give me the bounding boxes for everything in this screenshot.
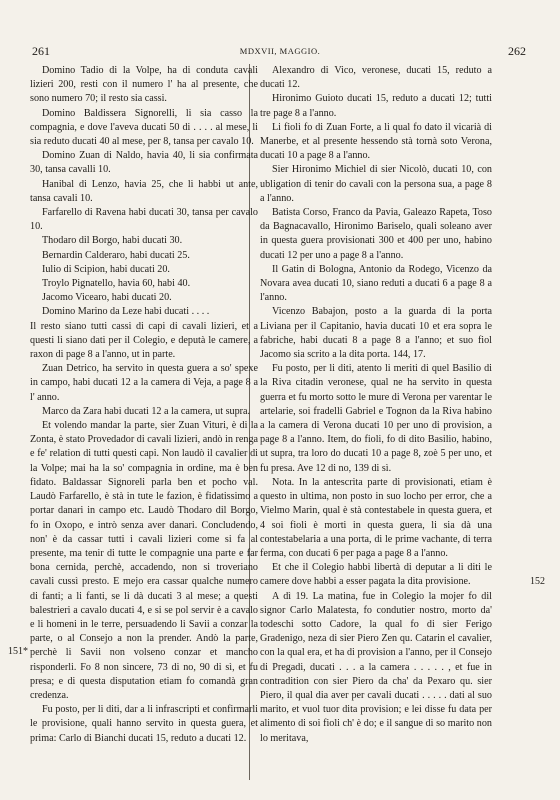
margin-number-right: 152	[530, 576, 545, 587]
running-head: MDXVII, MAGGIO.	[239, 46, 321, 56]
paragraph: Sier Hironimo Michiel di sier Nicolò, ducati 10, con ubligation di tenir do cavali con la persona sua, a page 8 a l'anno.	[260, 164, 492, 204]
paragraph: Troylo Pignatello, havia 60, habi 40.	[42, 278, 191, 290]
left-column	[30, 64, 258, 746]
paragraph: Et che il Colegio habbi libertà di deputar a li diti le camere dove habbi a esser pagata la dita provisione.	[260, 562, 492, 588]
paragraph: Domino Marino da Leze habi ducati . . . .	[42, 306, 210, 318]
paragraph: Domino Tadio di la Volpe, ha di conduta cavali lizieri 200, resti con il numero l' ha al presente, che sono numero 70; il resto sia cassi.	[30, 65, 258, 105]
paragraph: A dì 19. La matina, fue in Colegio la mojer fo dil signor Carlo Malatesta, fo condutier nostro, morto da' todeschi sotto Cadore, la qual fo di sier Ferigo Gradenigo, neza di sier Piero Zen qu. Catarin el cavalier, con la qual era, et ha di provision a l'anno, per il Consejo di Pregadi, ducati . . . a la camera . . . . . , et fue in contradition con sier Piero da cha' da Pexaro qu. sier Piero, il qual dia aver per cavali ducati . . . . . dati al suo marito, et vuol tuor dita provision; e lei disse fu data per alimento di soi fioli ch' è do; e il sangue di so marito non lo meritava,	[260, 590, 492, 744]
paragraph: Bernardin Calderaro, habi ducati 25.	[42, 249, 190, 261]
paragraph: Hanibal di Lenzo, havia 25, che li habbi ut ante, tansa cavali 10.	[30, 178, 258, 204]
paragraph: Il resto siano tutti cassi di capi di cavali lizieri, et a questi li siano dati per il Colegio, e deputà le camere, a raxon di page 8 a l'anno, ut in parte.	[30, 320, 258, 361]
paragraph: Nota. In la antescrita parte di provisionati, etiam è questo in ultima, non posto in suo locho per error, che a Vielmo Marin, qual è stà contestabele in questa guera, et 4 soi fioli è morti in questa guera, li sia dà una contestabelaria a una porta, di le prime vachante, di terra ferma, con ducati 6 per paga a page 8 a l'anno.	[260, 476, 492, 559]
page-number-left: 261	[32, 44, 50, 58]
paragraph: Hironimo Guioto ducati 15, reduto a ducati 12; tutti tre page 8 a l'anno.	[260, 93, 492, 119]
paragraph: Li fioli fo di Zuan Forte, a li qual fo dato il vicarià di Manerbe, et al presente hessendo stà tornà soto Verona, ducati 10 a page 8 a l'anno.	[260, 121, 492, 162]
paragraph: Fu posto, per li diti, dar a li infrascripti et confirmarli le provisione, quali hanno servito in questa guera, et prima: Carlo di Bianchi ducati 15, reduto a ducati 12.	[30, 704, 258, 744]
paragraph: Farfarello di Ravena habi ducati 30, tansa per cavalo 10.	[30, 207, 258, 233]
paragraph: Domino Baldissera Signorelli, li sia casso la compagnia, e dove l'aveva ducati 50 di . . . . al mese, li sia reduto ducati 40 al mese, per 8, tansa per cavalo 10.	[30, 107, 258, 148]
paragraph: Batista Corso, Franco da Pavia, Galeazo Rapeta, Toso da Bagnacavallo, Hironimo Bariselo, quali soleano aver in questa guera provisionati 300 et 400 per uno, habino ducati 12 per uno a page 8 a l'anno.	[260, 207, 492, 261]
paragraph: Vicenzo Babajon, posto a la guarda di la porta Liviana per il Capitanio, havia ducati 10 et era sopra le fabriche, habi ducati 8 a page 8 a l'anno; et suo fiol Jacomo sia scrito a la dita porta. 144, 17.	[260, 306, 492, 361]
paragraph: Domino Zuan di Naldo, havia 40, li sia confirmata 30, tansa cavalli 10.	[30, 150, 258, 176]
right-column	[260, 64, 492, 746]
paragraph: Il Gatin di Bologna, Antonio da Rodego, Vicenzo da Novara avea ducati 10, siano reduti a ducati 6 a page 8 a l'anno.	[260, 263, 492, 304]
paragraph: Alexandro di Vico, veronese, ducati 15, reduto a ducati 12.	[260, 65, 492, 91]
paragraph: Zuan Detrico, ha servito in questa guera a so' spexe in campo, habi ducati 12 a la camera di Veja, a page 8 a l' anno.	[30, 363, 258, 403]
paragraph: Marco da Zara habi ducati 12 a la camera, ut supra.	[42, 405, 251, 417]
paragraph: Thodaro dil Borgo, habi ducati 30.	[42, 235, 183, 247]
page-number-right: 262	[508, 44, 526, 58]
paragraph: Fu posto, per li diti, atento li meriti di quel Basilio di la Riva citadin veronese, qual ne ha servito in questa guerra et fu morto sotto le mure di Verona per varentar le artelarie, soi fradelli Gabriel e Tognon da la Riva habino a la camera di Verona ducati 10 per uno di provision, a page 8 a l'anno. Item, do fioli, fo di dito Basilio, habino, ut supra, tra loro do ducati 10 a page 8, zoè 5 per uno, et fu presa. Ave 12 di no, 139 di sì.	[260, 363, 492, 474]
paragraph: Et volendo mandar la parte, sier Zuan Vituri, è di la Zonta, è stato Provedador di cavali lizieri, andò in renga e fe' relation di tutti questi capi. Non laudò il cavalier di la Volpe; mai ha la so' compagnia in ordine, ma è ben fidato. Baldassar Signoreli parla ben et pocho val. Laudò Farfarello, è stà in tute le fazion, è fidatissimo a portar danari in campo etc. Laudò Thodaro dil Borgo, fo in Oxopo, e intrò senza aver danari. Concludendo, non' è da cassar tutti i cavali lizieri come si fa al presente, ma tenir di tutte le compagnie una parte e far bona cernida, perchè, accadendo, non si troveriano cavali cussì presto. E mejo era cassar qualche numero di fanti; a li fanti, se li dà ducati 3 al mese; a questi balestrieri a cavalo ducati 4, e si se pol servir è a cavalo e li homeni in le terre, persuadendo li Savii a conzar la parte, o al Consejo a non la prender. Andò la parte, perchè li Savii non volseno conzar et mancho risponderli. Fo 8 non sincere, 73 di no, 90 di sì, et fu presa; e di questa disputation etiam fo comandà gran credenza.	[30, 420, 258, 701]
page-header	[28, 44, 532, 60]
paragraph: Jacomo Vicearo, habi ducati 20.	[42, 292, 172, 304]
paragraph: Iulio di Scipion, habi ducati 20.	[42, 263, 170, 275]
margin-number-left: 151*	[8, 646, 28, 657]
